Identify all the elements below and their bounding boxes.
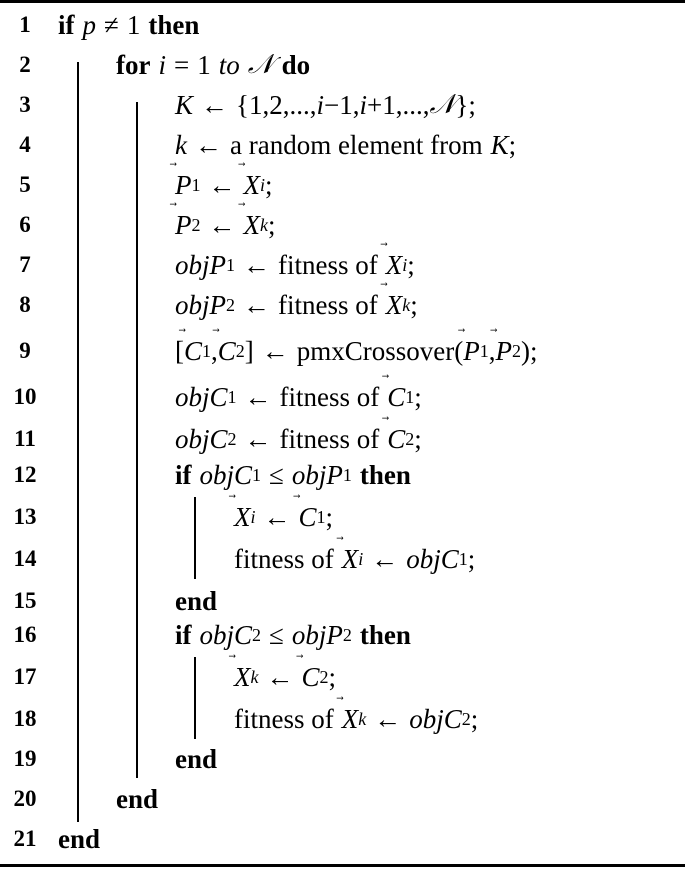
line-code: end	[116, 783, 159, 814]
line-number: 7	[19, 252, 31, 277]
line-code: if objC 2 ≤ objP 2 then	[175, 619, 411, 650]
line-number: 4	[19, 132, 31, 157]
line-code: P 1 ← X i ;	[175, 169, 273, 200]
line-code: [ C 1 , C 2 ] ← pmxCrossover ( P 1 , P 2 );	[175, 335, 538, 366]
line-number: 3	[19, 92, 31, 117]
line-number: 16	[13, 622, 37, 647]
line-code: if objC 1 ≤ objP 1 then	[175, 459, 411, 490]
line-code: X i ← C 1 ;	[234, 501, 334, 532]
line-number: 18	[13, 706, 37, 731]
line-number: 12	[13, 462, 37, 487]
line-number: 9	[19, 338, 31, 363]
line-code: objP 2 ← fitness of X k ;	[175, 289, 418, 320]
line-number: 11	[14, 426, 36, 451]
line-number: 6	[19, 212, 31, 237]
line-number: 21	[13, 826, 37, 851]
line-code: P 2 ← X k ;	[175, 209, 276, 240]
indent-guide-if-1	[194, 497, 196, 579]
indent-guide-if-2	[194, 657, 196, 739]
line-number: 15	[13, 588, 37, 613]
line-code: objC 2 ← fitness of C 2 ;	[175, 423, 422, 454]
line-number: 13	[13, 504, 37, 529]
line-code: for i = 1 to 𝒩 do	[116, 49, 311, 80]
line-number: 14	[13, 546, 37, 571]
bottom-rule	[0, 864, 685, 867]
line-code: K ← {1,2,..., i −1, i +1,..., 𝒩 };	[175, 89, 476, 120]
indent-guide-for	[77, 62, 79, 822]
top-rule	[0, 0, 685, 3]
line-code: end	[175, 585, 218, 616]
line-code: objP 1 ← fitness of X i ;	[175, 249, 415, 280]
line-number: 20	[13, 786, 37, 811]
line-code: objC 1 ← fitness of C 1 ;	[175, 381, 422, 412]
line-number: 2	[19, 52, 31, 77]
indent-guide-for-body	[136, 102, 138, 778]
line-code: fitness of X i ← objC 1 ;	[234, 543, 476, 574]
line-number: 19	[13, 746, 37, 771]
line-code: if p ≠ 1 then	[58, 9, 200, 40]
line-code: fitness of X k ← objC 2 ;	[234, 703, 479, 734]
line-number: 17	[13, 664, 37, 689]
line-code: end	[58, 823, 101, 854]
line-code: end	[175, 743, 218, 774]
line-code: k ← a random element from K ;	[175, 129, 517, 160]
line-number: 1	[19, 12, 31, 37]
line-code: X k ← C 2 ;	[234, 661, 337, 692]
line-number: 10	[13, 384, 37, 409]
line-number: 8	[19, 292, 31, 317]
line-number: 5	[19, 172, 31, 197]
